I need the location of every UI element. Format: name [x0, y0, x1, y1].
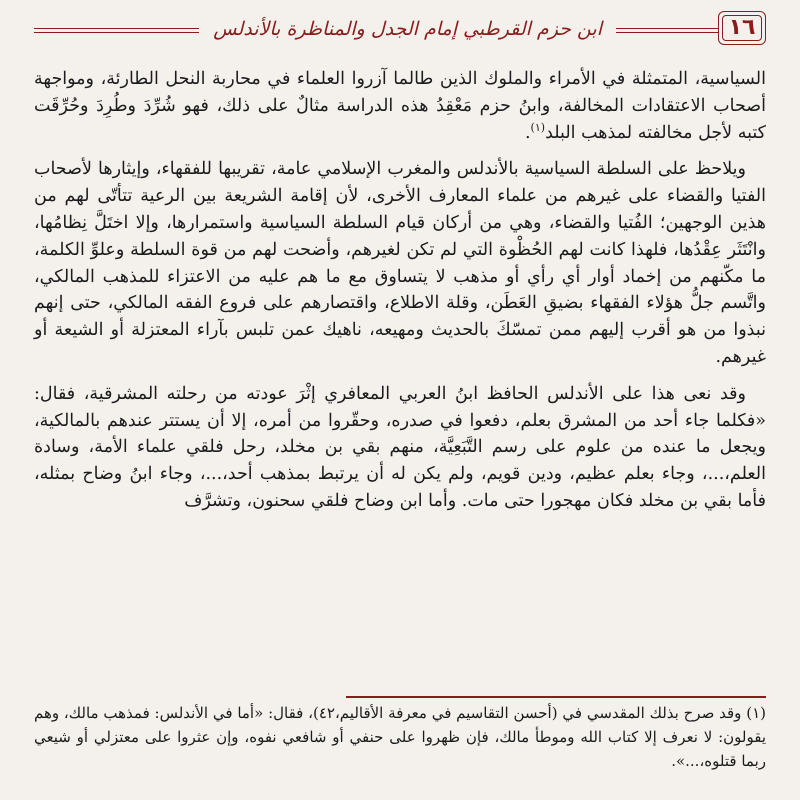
footnote-separator: [346, 696, 766, 698]
paragraph-3: [34, 381, 766, 515]
page-body: [34, 66, 766, 515]
paragraph-1: السياسية، المتمثلة في الأمراء والملوك الذين طالما آزروا العلماء في محاربة النحل الطارئة، ومواجهة أصحاب الاعتقادات المخالفة، وابنُ حزم مَعْقِدُ هذه الدراسة مثالٌ على ذلك، فهو شُرِّدَ وطُرِدَ وحُرِّقَت كتبه لأجل مخالفته لمذهب البلد$^{(١)}$.: [34, 69, 766, 143]
paragraph-3-text: وقد نعى هذا على الأندلس الحافظ ابنُ العربي المعافري إثْرَ عودته من رحلته المشرقية، فقال: «فكلما جاء أحد من المشرق بعلم، دفعوا في صدره، وحقّروا من أمره، إلا أن يستتر عندهم بالمالكية، ويجعل ما عنده من علوم على رسم التَّبَعِيَّة، منهم بقي بن مخلد، رحل فلقي علماء الأمة، وسادة العلم،...، وجاء بعلم عظيم، ودين قويم، ولم يكن له أن يرتبط بمذهب أحد،...، وجاء ابنُ وضاح بمثله، فأما بقي بن مخلد فكان مهجورا حتى مات. وأما ابن وضاح فلقي سحنون، وتشرَّف: [34, 383, 766, 511]
footnote: (١) وقد صرح بذلك المقدسي في (أحسن التقاسيم في معرفة الأقاليم،٤٢)، فقال: «أما في الأندلس: فمذهب مالك، وهم يقولون: لا نعرف إلا كتاب الله وموطأ مالك، فإن ظهروا على حنفي أو شافعي نفوه، وإن عثروا على معتزلي أو شيعي ربما قتلوه،...».: [34, 704, 766, 770]
page-number: ١٦: [728, 15, 756, 40]
paragraph-2: [34, 156, 766, 370]
page-number-frame: [718, 11, 766, 45]
running-title: ابن حزم القرطبي إمام الجدل والمناظرة بالأندلس: [199, 12, 616, 46]
paragraph-2-text: ويلاحظ على السلطة السياسية بالأندلس والمغرب الإسلامي عامة، تقريبها للفقهاء، وإيثارها لأصحاب الفتيا والقضاء على غيرهم من علماء المعارف الأخرى، لأن إقامة الشريعة بين الرعية تتأتّى لهم من هذين الوجهين؛ الفُتيا والقضاء، وهي من أركان قيام السلطة السياسية واستمرارها، وإلا اختَلَّ نِظامُها، وانْتَثَر عِقْدُها، فلهذا كانت لهم الحُظْوة التي لم تكن لغيرهم، وأضحت لهم من قوة السلطة وعلوِّ الكلمة، ما مكّنهم من إخماد أوار أي رأي أو مذهب لا يتساوق مع ما هم عليه من الاعتزاء للمذهب المالكي، واتَّسم جلُّ هؤلاء الفقهاء بضيقِ العَطَن، وقلة الاطلاع، واقتصارهم على فروع الفقه المالكي، حتى إنهم نبذوا من هو أقرب إليهم ممن تمسّكَ بالحديث ومهيعه، ناهيك عمن تلبس بآراء المعتزلة أو الشيعة أو غيرهم.: [34, 159, 766, 367]
page-header: [34, 8, 766, 50]
paragraph-1-text: السياسية، المتمثلة في الأمراء والملوك الذين طالما آزروا العلماء في محاربة النحل الطارئة، ومواجهة أصحاب الاعتقادات المخالفة، وابنُ حزم مَعْقِدُ هذه الدراسة مثالٌ على ذلك، فهو شُرِّدَ وطُرِدَ وحُرِّقَت كتبه لأجل مخالفته لمذهب البلد: [34, 69, 766, 143]
footnote-reference: (١): [530, 120, 546, 134]
